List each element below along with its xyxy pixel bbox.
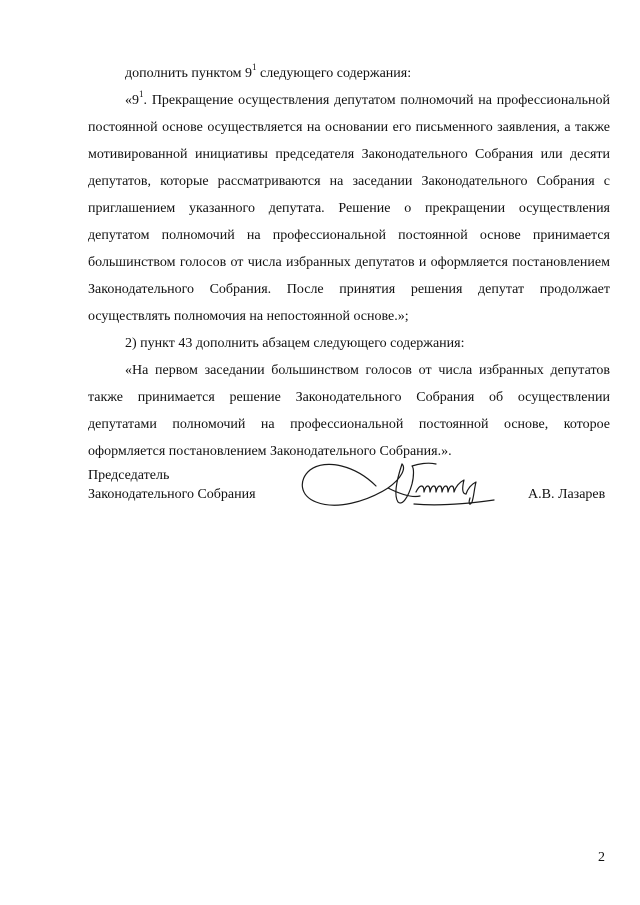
position-line-1: Председатель xyxy=(88,468,170,483)
quote1-text: . Прекращение осуществления депутатом полномочий на профессиональной постоянной основе осуществляется на основании его письменного заявления, а также мотивированной инициативы председателя Законодательного Собрания или десяти депутатов, которые рассматриваются на заседании Законодательного Собрания с приглашением указанного депутата. Решение о прекращении осуществления депутатом полномочий на профессиональной постоянной основе принимается большинством голосов от числа избранных депутатов и оформляется постановлением Законодательного Собрания. После принятия решения депутат продолжает осуществлять полномочия на непостоянной основе.»; xyxy=(88,93,610,324)
intro-text-end: следующего содержания: xyxy=(256,66,412,81)
page-number: 2 xyxy=(598,850,605,865)
position-line-2: Законодательного Собрания xyxy=(88,487,256,502)
signatory-position xyxy=(88,466,256,504)
quote-paragraph-9-1 xyxy=(88,87,610,330)
quote-paragraph-43: «На первом заседании большинством голосов от числа избранных депутатов также принимается решение Законодательного Собрания об осуществлении депутатами полномочий на профессиональной постоянной основе, которое оформляется постановлением Законодательного Собрания.». xyxy=(88,363,610,459)
document-body xyxy=(88,60,610,465)
handwritten-signature-icon xyxy=(296,448,506,520)
item-2-paragraph: 2) пункт 43 дополнить абзацем следующего содержания: xyxy=(125,336,465,351)
intro-paragraph xyxy=(88,60,610,87)
quote1-superscript: 1 xyxy=(139,89,144,100)
quote1-open: «9 xyxy=(125,93,139,108)
intro-text: дополнить пунктом 9 xyxy=(125,66,253,81)
signatory-name: А.В. Лазарев xyxy=(528,487,606,502)
intro-superscript: 1 xyxy=(252,62,257,73)
